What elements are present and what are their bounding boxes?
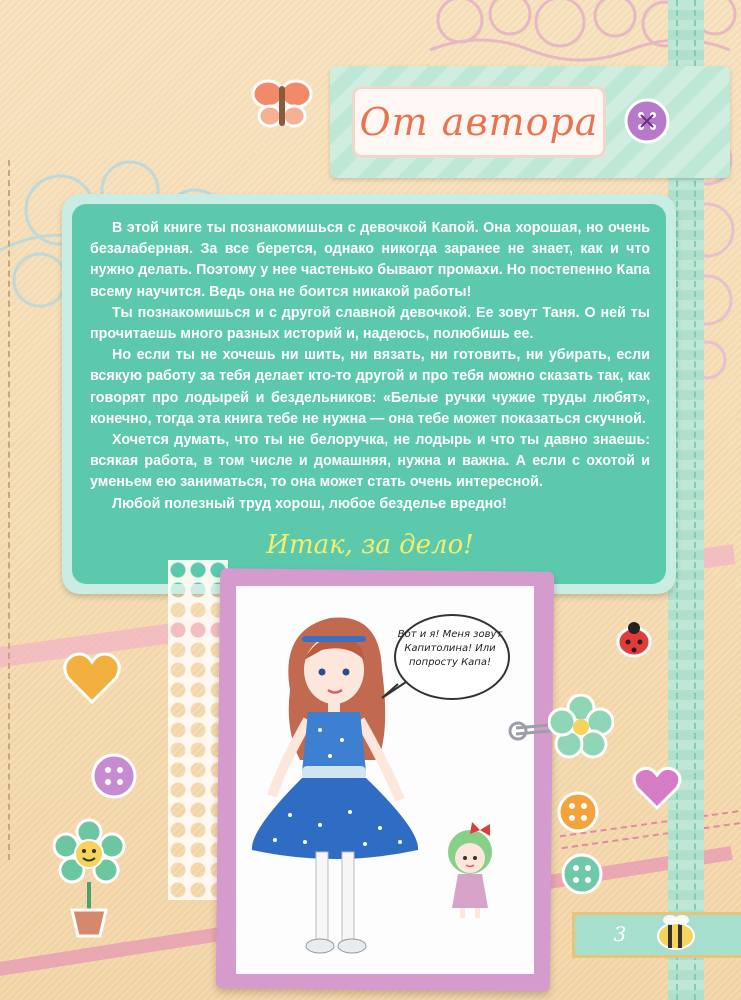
motto: Итак, за дело! [266,530,474,560]
ladybug-icon [612,620,656,660]
doll-illustration [440,822,500,922]
flower-icon [548,694,614,760]
butterfly-icon [250,72,314,132]
sewing-button-icon [560,852,604,896]
intro-text [90,218,650,515]
sewing-button-icon [90,752,138,800]
bee-icon [650,912,700,954]
page-number: 3 [613,922,627,946]
speech-bubble-text: Вот и я! Меня зовут Капитолина! Или попросту Капа! [397,629,503,668]
sewing-button-icon [624,98,670,144]
page-title: От автора [359,100,599,144]
stitch-line-left [8,160,12,860]
heart-icon [62,650,122,706]
paragraph: В этой книге ты познакомишься с девочкой Капой. Она хорошая, но очень безалаберная. За все берется, однако никогда заранее не знает, как и что нужно делать. Поэтому у нее частенько бывают промахи. Но постепенно Капа всему научится. Ведь она не боится никакой работы! [90,220,650,300]
speech-bubble-tail [380,680,410,700]
sewing-button-icon [556,790,600,834]
paragraph: Но если ты не хочешь ни шить, ни вязать, ни готовить, ни убирать, если всякую работу за тебя делает кто-то другой и про тебя можно сказать так, как говорят про лодырей и бездельников: «Белые ручки чужие труды любят», конечно, тогда эта книга тебе не нужна — она тебе может показаться скучной. [90,347,650,427]
heart-icon [632,766,682,812]
paragraph: Любой полезный труд хорош, любое безделье вредно! [112,495,507,512]
paragraph: Хочется думать, что ты не белоручка, не лодырь и что ты давно знаешь: всякая работа, в том числе и домашняя, нужна и важна. А если с охотой и уменьем ею заниматься, то она может стать очень интересной. [90,432,650,491]
paragraph: Ты познакомишься и с другой славной девочкой. Ее зовут Таня. О ней ты прочитаешь много разных историй и, надеюсь, полюбишь ее. [90,304,650,343]
potted-flower-icon [44,818,134,938]
